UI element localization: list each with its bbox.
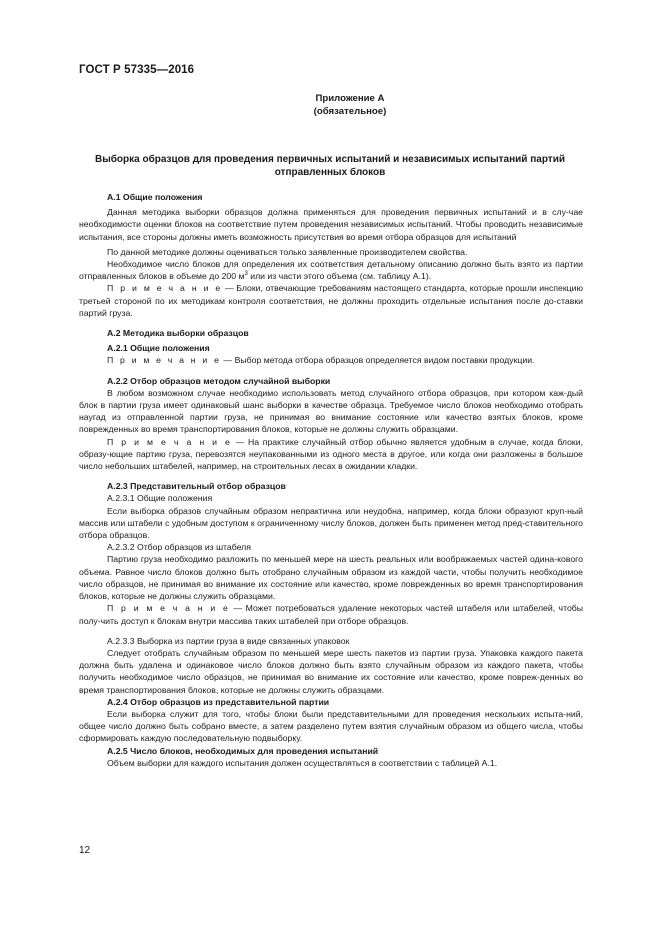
page-number: 12 bbox=[79, 845, 91, 856]
superscript: 3 bbox=[244, 271, 248, 278]
text-run: или из части этого объема (см. таблицу А.1). bbox=[247, 271, 432, 282]
document-title bbox=[78, 153, 582, 179]
subsubsection-heading: А.2.3.3 Выборка из партии груза в виде связанных упаковок bbox=[107, 635, 350, 646]
note bbox=[79, 602, 583, 626]
subsection-heading: А.2.1 Общие положения bbox=[107, 343, 210, 354]
standard-header: ГОСТ Р 57335—2016 bbox=[79, 64, 195, 76]
note-label: П р и м е ч а н и е bbox=[107, 283, 223, 294]
note bbox=[79, 282, 583, 319]
text-run: Необходимое число блоков для определения их соответствия детальному описанию должно быть взято из партии отправленных блоков в объеме до 200 м bbox=[79, 259, 583, 282]
paragraph: Данная методика выборки образцов должна применяться для проведения первичных испытаний и в слу-чае необходимости оценки блоков на соответствие путем проведения независимых испытаний. Чтобы проводить независимые испытания, все стороны должны иметь возможность присутствия во время отбора образцов для испытаний bbox=[79, 207, 583, 242]
subsection-heading: А.2.5 Число блоков, необходимых для проведения испытаний bbox=[107, 745, 379, 756]
subsubsection-heading: А.2.3.1 Общие положения bbox=[107, 493, 213, 504]
note bbox=[79, 354, 583, 366]
note-text: — На практике случайный отбор обычно является удобным в случае, когда блоки, образу-ющие партию груза, перевозятся неупакованными из одного места в другое, или когда они разложены в большое число небольших штабелей, например, на строительных лесах в ожидании кладки. bbox=[79, 436, 583, 472]
subsubsection-heading: А.2.3.2 Отбор образцов из штабеля bbox=[107, 542, 251, 553]
paragraph: Если выборка образов случайным образом непрактична или неудобна, например, когда блоки образуют круп-ный массив или штабели с удобным доступом к ограниченному числу блоков, должен быть применен метод пред-ставительного отбора образцов. bbox=[79, 505, 583, 541]
note-label: П р и м е ч а н и е bbox=[107, 436, 233, 447]
title-line-2: отправленных блоков bbox=[274, 167, 386, 178]
paragraph: По данной методике должны оцениваться только заявленные производителем свойства. bbox=[107, 246, 468, 257]
section-a2-heading: А.2 Методика выборки образцов bbox=[107, 328, 249, 339]
subsection-heading: А.2.3 Представительный отбор образцов bbox=[107, 481, 286, 492]
note-label: П р и м е ч а н и е bbox=[107, 603, 231, 614]
paragraph: Партию груза необходимо разложить по меньшей мере на шесть реальных или воображаемых частей одина-кового объема. Равное число блоков должно быть отобрано случайным образом из каждой части, чтобы получить необходимое число образцов, не принимая во внимание их состояние или качество, кроме поврежденных во время транспортирования блоков, которые не должны служить образцами. bbox=[79, 554, 583, 602]
annex-title: Приложение А bbox=[315, 93, 385, 104]
annex-status: (обязательное) bbox=[313, 106, 387, 117]
section-a1-heading: А.1 Общие положения bbox=[107, 192, 203, 202]
paragraph: В любом возможном случае необходимо использовать метод случайного отбора образцов, при котором каж-дый блок в партии груза имеет одинаковый шанс выборки в качестве образца. Требуемое число блоков необходимо отобрать наугад из отправленной партии груза, не принимая во внимание состояние или качество взятых блоков, кроме поврежденных во время транспортирования блоков, которые не должны служить образцами. bbox=[79, 387, 583, 435]
document-body bbox=[79, 191, 583, 769]
note-text: — Блоки, отвечающие требованиям настоящего стандарта, которые прошли инспекцию третьей стороной по их методикам контроля соответствия, не должны проходить отдельные испытания после до-ставки партий груза. bbox=[79, 283, 583, 318]
paragraph: Если выборка служит для того, чтобы блоки были представительными для проведения нескольких испыта-ний, общее число должно быть собрано вместе, а затем разделено путем взятия случайным образом из общего числа, чтобы сформировать каждую последовательную подвыборку. bbox=[79, 708, 583, 744]
subsection-heading: А.2.2 Отбор образцов методом случайной выборки bbox=[107, 375, 331, 386]
paragraph: Объем выборки для каждого испытания должен осуществляться в соответствии с таблицей А.1. bbox=[107, 757, 498, 768]
title-line-1: Выборка образцов для проведения первичных испытаний и независимых испытаний партий bbox=[94, 154, 566, 165]
note-text: — Выбор метода отбора образцов определяется видом поставки продукции. bbox=[221, 355, 535, 366]
annex-block bbox=[200, 92, 500, 118]
note-label: П р и м е ч а н и е bbox=[107, 355, 222, 366]
subsection-heading: А.2.4 Отбор образцов из представительной партии bbox=[107, 696, 330, 707]
note bbox=[79, 436, 583, 473]
note-text: — Может потребоваться удаление некоторых частей штабеля или штабелей, чтобы полу-чить доступ к блокам внутри массива таких штабелей при отборе образцов. bbox=[79, 603, 583, 626]
paragraph: Следует отобрать случайным образом по меньшей мере шесть пакетов из партии груза. Упаковка каждого пакета должна быть удалена и одинаковое число блоков должно быть взято случайным образом из каждого пакета, чтобы получить необходимое число образцов, не принимая во внимание их состояние или качество, кроме повреж-денных во время транспортирования блоков, которые не должны служить образцами. bbox=[79, 647, 583, 695]
paragraph bbox=[79, 258, 583, 282]
